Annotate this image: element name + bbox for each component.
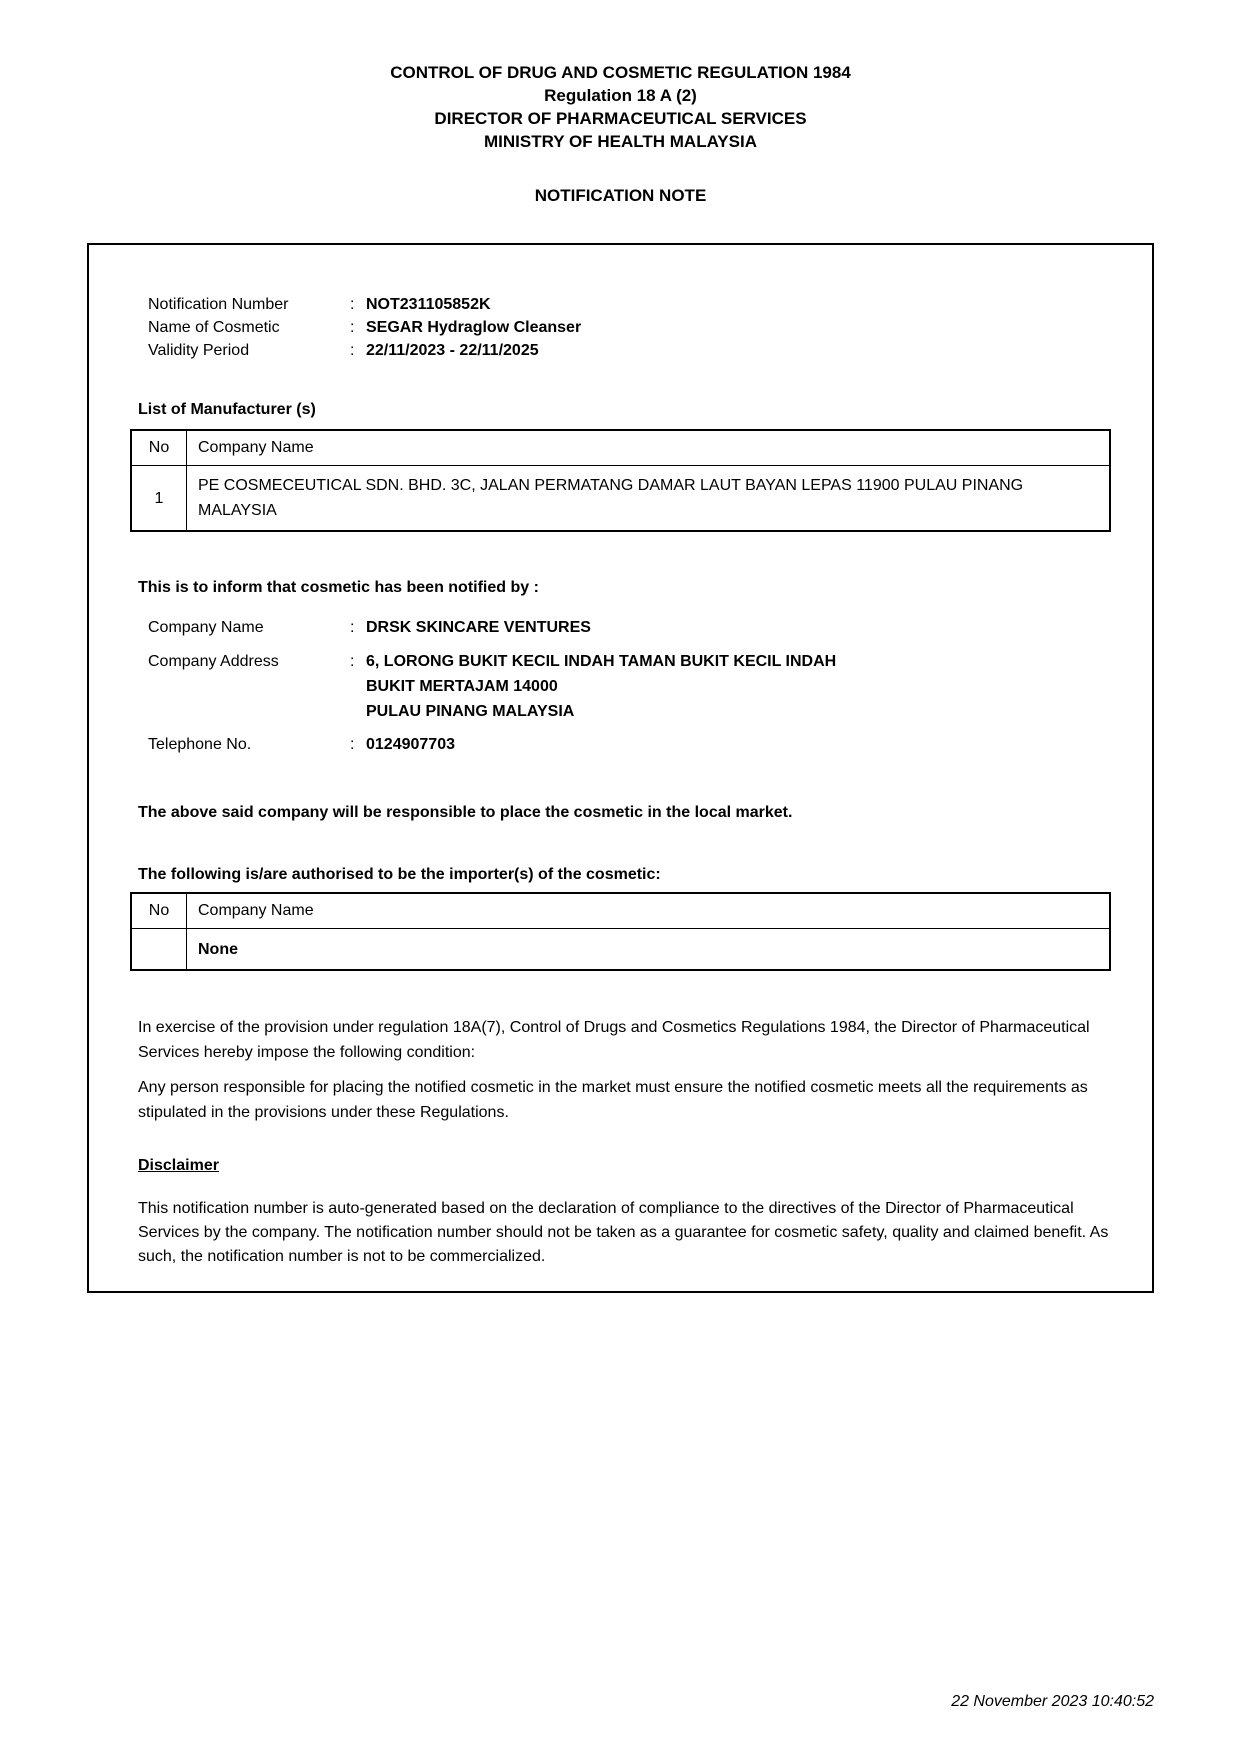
header-regulation-clause: Regulation 18 A (2): [544, 86, 697, 105]
cosmetic-name-label: Name of Cosmetic: [148, 319, 280, 336]
telephone-row: [148, 732, 1111, 757]
company-address-line-3: PULAU PINANG MALAYSIA: [366, 703, 575, 720]
importer-row-no: [131, 929, 187, 971]
company-name-label: Company Name: [148, 619, 264, 636]
cosmetic-name-value: SEGAR Hydraglow Cleanser: [366, 319, 582, 336]
validity-period-label: Validity Period: [148, 342, 250, 359]
document-title: NOTIFICATION NOTE: [534, 186, 707, 205]
notification-number-value: NOT231105852K: [366, 296, 491, 313]
footer-timestamp: 22 November 2023 10:40:52: [951, 1693, 1154, 1710]
notification-number-label: Notification Number: [148, 296, 289, 313]
header-regulation-title: CONTROL OF DRUG AND COSMETIC REGULATION 1984: [390, 63, 851, 82]
notification-summary: [148, 293, 1111, 362]
disclaimer-body: This notification number is auto-generated based on the declaration of compliance to the directives of the Director of Pharmaceutical Services by the company. The notification number should not be taken as a guarantee for cosmetic safety, quality and claimed benefit. As such, the notification number is not to be commercialized.: [138, 1200, 1109, 1265]
colon-separator: :: [350, 653, 355, 670]
main-content-box: [87, 243, 1154, 1293]
condition-paragraph-2: Any person responsible for placing the notified cosmetic in the market must ensure the notified cosmetic meets all the requirements as stipulated in the provisions under these Regulations.: [138, 1079, 1088, 1121]
company-name-row: [148, 615, 1111, 640]
notified-by-heading: This is to inform that cosmetic has been notified by :: [138, 579, 539, 596]
validity-period-row: [148, 339, 1111, 362]
importer-col-no: No: [131, 893, 187, 929]
importer-col-company: Company Name: [187, 893, 1111, 929]
header-ministry-line: MINISTRY OF HEALTH MALAYSIA: [484, 132, 757, 151]
company-address-line-1: 6, LORONG BUKIT KECIL INDAH TAMAN BUKIT KECIL INDAH: [366, 653, 837, 670]
manufacturer-table-header-row: [131, 430, 1110, 466]
notification-number-row: [148, 293, 1111, 316]
company-address-value: [366, 649, 836, 724]
document-header: [0, 61, 1241, 153]
manufacturer-section-title: List of Manufacturer (s): [138, 401, 316, 418]
cosmetic-name-row: [148, 316, 1111, 339]
header-director-line: DIRECTOR OF PHARMACEUTICAL SERVICES: [434, 109, 807, 128]
telephone-label: Telephone No.: [148, 736, 252, 753]
colon-separator: :: [350, 296, 355, 313]
manufacturer-row-company: PE COSMECEUTICAL SDN. BHD. 3C, JALAN PERMATANG DAMAR LAUT BAYAN LEPAS 11900 PULAU PINANG MALAYSIA: [187, 466, 1111, 532]
company-name-value: DRSK SKINCARE VENTURES: [366, 619, 591, 636]
colon-separator: :: [350, 736, 355, 753]
manufacturer-col-no: No: [131, 430, 187, 466]
colon-separator: :: [350, 619, 355, 636]
condition-paragraph-1: In exercise of the provision under regulation 18A(7), Control of Drugs and Cosmetics Regulations 1984, the Director of Pharmaceutical Services hereby impose the following condition:: [138, 1019, 1090, 1061]
manufacturer-table: [130, 429, 1111, 532]
manufacturer-row-no: 1: [131, 466, 187, 532]
table-row: [131, 466, 1110, 532]
validity-period-value: 22/11/2023 - 22/11/2025: [366, 342, 539, 359]
importer-table-header-row: [131, 893, 1110, 929]
company-address-label: Company Address: [148, 653, 279, 670]
company-address-line-2: BUKIT MERTAJAM 14000: [366, 678, 558, 695]
telephone-value: 0124907703: [366, 736, 455, 753]
manufacturer-col-company: Company Name: [187, 430, 1111, 466]
company-address-row: [148, 649, 1111, 724]
table-row: [131, 929, 1110, 971]
responsibility-statement: The above said company will be responsible to place the cosmetic in the local market.: [138, 804, 793, 821]
disclaimer-title: Disclaimer: [138, 1157, 219, 1174]
importer-row-company: None: [187, 929, 1111, 971]
importer-heading: The following is/are authorised to be the importer(s) of the cosmetic:: [138, 866, 661, 883]
importer-table: [130, 892, 1111, 971]
colon-separator: :: [350, 342, 355, 359]
colon-separator: :: [350, 319, 355, 336]
